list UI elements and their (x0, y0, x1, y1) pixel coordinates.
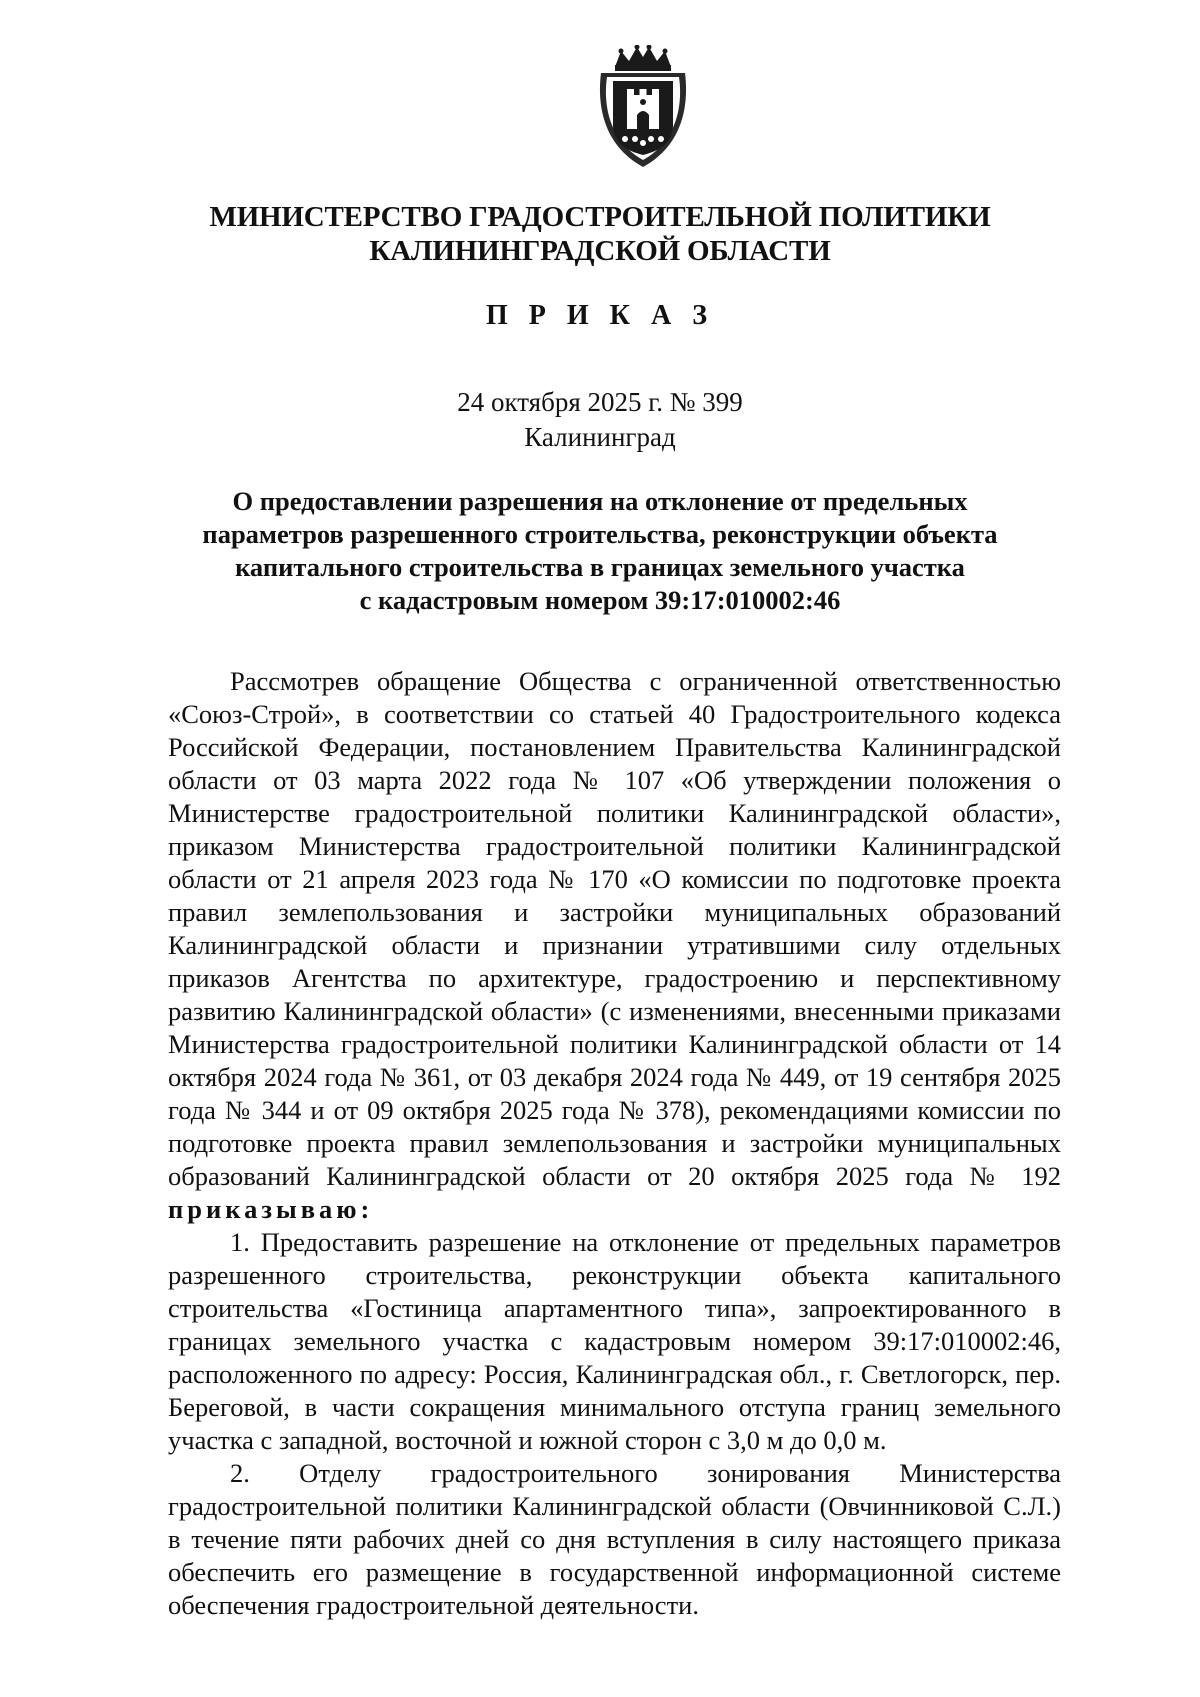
ministry-name-line2: КАЛИНИНГРАДСКОЙ ОБЛАСТИ (369, 235, 831, 267)
document-type-title: П Р И К А З (486, 300, 714, 331)
subject-line3: капитального строительства в границах земельного участка (235, 552, 965, 582)
subject-line4: с кадастровым номером 39:17:010002:46 (359, 585, 841, 615)
subject-line2: параметров разрешенного строительства, реконструкции объекта (202, 519, 998, 549)
date-and-number: 24 октября 2025 г. № 399 (457, 387, 743, 417)
document-meta (150, 385, 1050, 455)
preamble-text: Рассмотрев обращение Общества с ограниченной ответственностью «Союз-Строй», в соответствии со статьей 40 Градостроительного кодекса Российской Федерации, постановлением Правительства Калининградской области от 03 марта 2022 года № 107 «Об утверждении положения о Министерстве градостроительной политики Калининградской области», приказом Министерства градостроительной политики Калининградской области от 21 апреля 2023 года № 170 «О комиссии по подготовке проекта правил землепользования и застройки муниципальных образований Калининградской области и признании утратившими силу отдельных приказов Агентства по архитектуре, градостроению и перспективному развитию Калининградской области» (с изменениями, внесенными приказами Министерства градостроительной политики Калининградской области от 14 октября 2024 года № 361, от 03 декабря 2024 года № 449, от 19 сентября 2025 года № 344 и от 09 октября 2025 года № 378), рекомендациями комиссии по подготовке проекта правил землепользования и застройки муниципальных образований Калининградской области от 20 октября 2025 года № 192 (168, 666, 1061, 1191)
city-name: Калининград (524, 422, 676, 452)
document-body (168, 665, 1061, 1622)
order-word: приказываю: (168, 1194, 374, 1224)
ministry-name-line1: МИНИСТЕРСТВО ГРАДОСТРОИТЕЛЬНОЙ ПОЛИТИКИ (209, 201, 991, 233)
subject-line1: О предоставлении разрешения на отклонение от предельных (232, 486, 968, 516)
ministry-name (150, 200, 1050, 268)
preamble-paragraph (168, 665, 1061, 1226)
document-subject (170, 485, 1030, 617)
order-item-1: 1. Предоставить разрешение на отклонение от предельных параметров разрешенного строительства, реконструкции объекта капитального строительства «Гостиница апартаментного типа», запроектированного в границах земельного участка с кадастровым номером 39:17:010002:46, расположенного по адресу: Россия, Калининградская обл., г. Светлогорск, пер. Береговой, в части сокращения минимального отступа границ земельного участка с западной, восточной и южной сторон с 3,0 м до 0,0 м. (168, 1227, 1061, 1455)
order-item-2: 2. Отделу градостроительного зонирования Министерства градостроительной политики Калининградской области (Овчинниковой С.Л.) в течение пяти рабочих дней со дня вступления в силу настоящего приказа обеспечить его размещение в государственной информационной системе обеспечения градостроительной деятельности. (168, 1458, 1061, 1620)
coat-of-arms-emblem (593, 45, 693, 170)
